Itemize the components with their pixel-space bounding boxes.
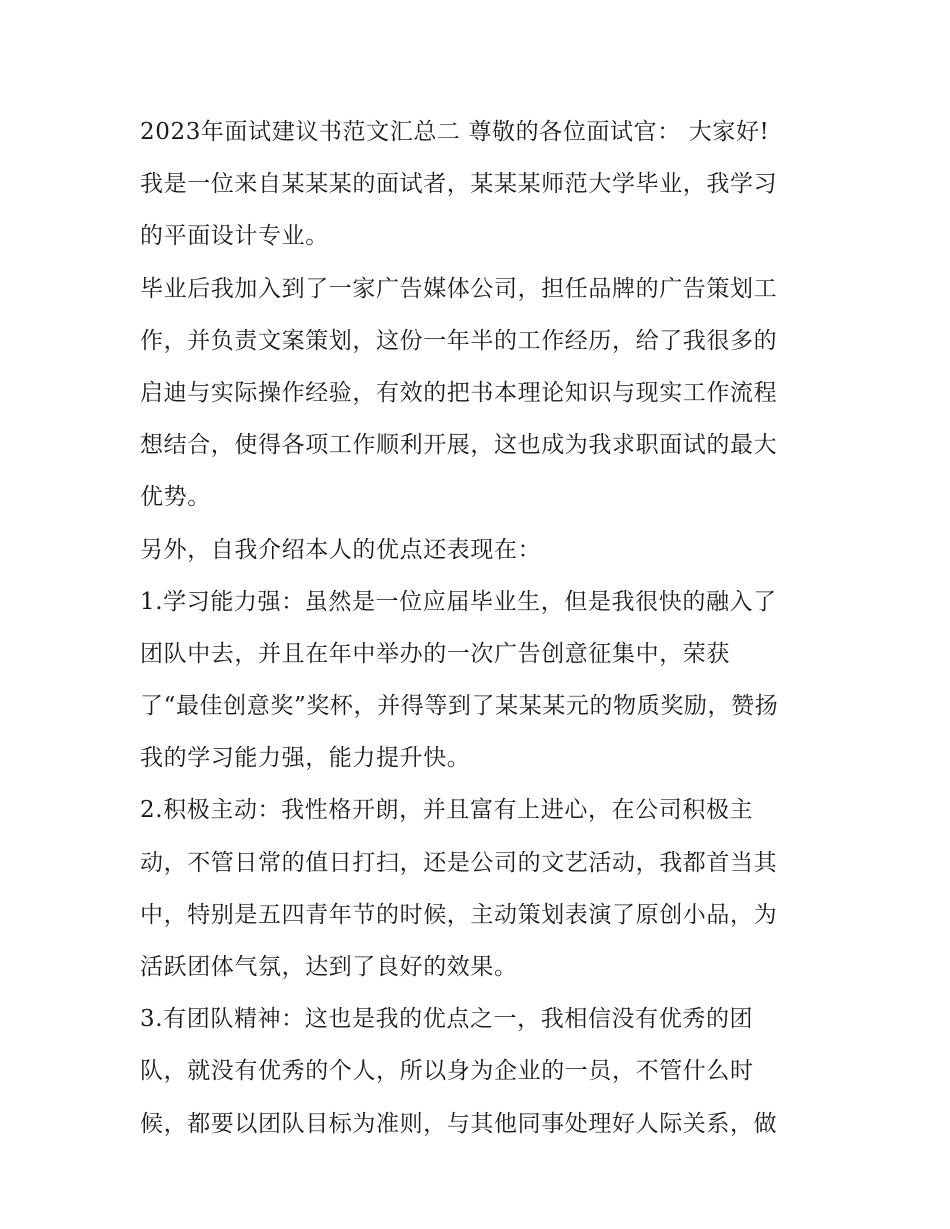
text-line: 中，特别是五四青年节的时候，主动策划表演了原创小品，为 [140, 901, 778, 928]
text-line: 启迪与实际操作经验，有效的把书本理论知识与现实工作流程 [140, 379, 778, 406]
text-line: 活跃团体气氛，达到了良好的效果。 [140, 954, 518, 980]
text-line: 作，并负责文案策划，这份一年半的工作经历，给了我很多的 [140, 327, 778, 354]
text-line: 队，就没有优秀的个人，所以身为企业的一员，不管什么时 [140, 1058, 754, 1085]
text-line: 了“最佳创意奖”奖杯，并得等到了某某某元的物质奖励，赞扬 [140, 693, 779, 720]
text-line: 的平面设计专业。 [140, 223, 329, 250]
text-line: 毕业后我加入到了一家广告媒体公司，担任品牌的广告策划工 [140, 275, 778, 302]
text-line: 2023年面试建议书范文汇总二 尊敬的各位面试官： 大家好! [140, 119, 770, 145]
text-line: 想结合，使得各项工作顺利开展，这也成为我求职面试的最大 [140, 432, 778, 459]
text-line: 我的学习能力强，能力提升快。 [140, 745, 471, 772]
text-line: 团队中去，并且在年中举办的一次广告创意征集中，荣获 [140, 640, 730, 667]
text-line: 优势。 [140, 484, 211, 511]
text-line: 3.有团队精神：这也是我的优点之一，我相信没有优秀的团 [140, 1006, 754, 1033]
text-line: 1.学习能力强：虽然是一位应届毕业生，但是我很快的融入了 [140, 588, 777, 615]
text-line: 另外，自我介绍本人的优点还表现在： [140, 536, 542, 563]
text-line: 动，不管日常的值日打扫，还是公司的文艺活动，我都首当其 [140, 849, 778, 876]
text-line: 我是一位来自某某某的面试者，某某某师范大学毕业，我学习 [140, 171, 778, 198]
text-line: 候，都要以团队目标为准则，与其他同事处理好人际关系，做 [140, 1110, 778, 1137]
text-line: 2.积极主动：我性格开朗，并且富有上进心，在公司积极主 [140, 797, 754, 824]
document-body [140, 106, 820, 1150]
